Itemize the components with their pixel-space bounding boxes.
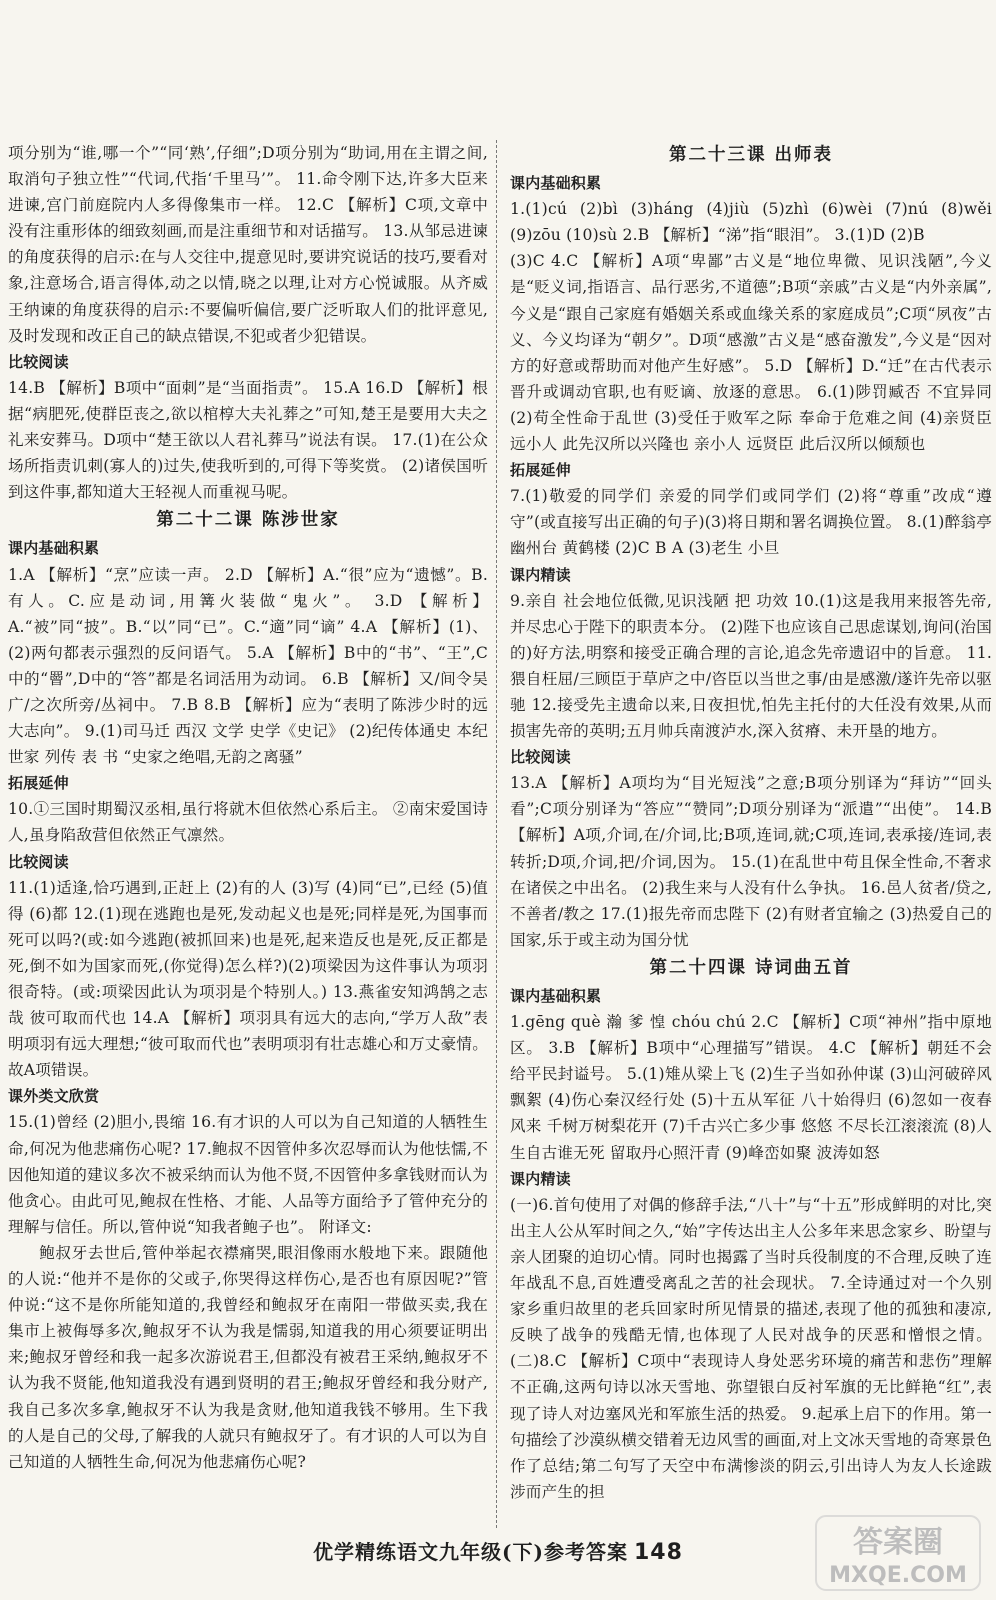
lesson-title: 第二十三课 出师表 [668, 145, 834, 165]
section-heading: 拓展延伸 [8, 774, 69, 793]
lesson-title: 第二十二课 陈涉世家 [156, 510, 340, 531]
section-heading: 课外类文欣赏 [8, 1087, 100, 1106]
watermark-top: 答案圈 [853, 1525, 943, 1560]
right-column [510, 140, 992, 1505]
watermark-logo [814, 1510, 982, 1594]
section-heading: 课内基础积累 [510, 174, 602, 193]
answer-paragraph: 项分别为“谁,哪一个”“同‘熟’,仔细”;D项分别为“助词,用在主谓之间,取消句子独立性”“代词,代指‘千里马’”。 11.命令刚下达,许多大臣来进谏,宫门前庭院内人多得像集市一样。 12.C 【解析】C项,文章中没有注重形体的细致刻画,而是注重细节和对话描写。 13.从邹忌进谏的角度获得的启示:在与人交往中,提意见时,要讲究说话的技巧,要看对象,注意场合,语言得体,动之以情,晓之以理,让对方心悦诚服。从齐威王纳谏的角度获得的启示:不要偏听偏信,要广泛听取人们的批评意见,及时发现和改正自己的缺点错误,不犯或者少犯错误。 [8, 144, 488, 345]
left-column [8, 140, 488, 1475]
answer-paragraph: 14.B 【解析】B项中“面刺”是“当面指责”。 15.A 16.D 【解析】根据“病肥死,使群臣丧之,欲以棺椁大夫礼葬之”可知,楚王是要用大夫之礼来安葬马。D项中“楚王欲以人君礼葬马”说法有误。 17.(1)在公众场所指责讥刺(寡人的)过失,使我听到的,可得下等奖赏。 (2)诸侯国听到这件事,都知道大王轻视人而重视马呢。 [8, 378, 488, 502]
page-number: 148 [634, 1540, 683, 1565]
section-heading: 拓展延伸 [510, 461, 571, 480]
section-heading: 课内精读 [510, 565, 571, 584]
section-heading: 课内基础积累 [8, 539, 100, 558]
section-heading: 课内基础积累 [510, 987, 602, 1005]
answer-paragraph: (一)6.首句使用了对偶的修辞手法,“八十”与“十五”形成鲜明的对比,突出主人公从军时间之久,“始”字传达出主人公多年来思念家乡、盼望与亲人团聚的迫切心情。同时也揭露了当时兵役制度的不合理,反映了连年战乱不息,百姓遭受离乱之苦的社会现状。 7.全诗通过对一个久别家乡重归故里的老兵回家时所见情景的描述,表现了他的孤独和凄凉,反映了战争的残酷无情,也体现了人民对战争的厌恶和憎恨之情。 (二)8.C 【解析】C项中“表现诗人身处恶劣环境的痛苦和悲伤”理解不正确,这两句诗以冰天雪地、弥望银白反衬军旗的无比鲜艳“红”,表现了诗人对边塞风光和军旅生活的热爱。 9.起承上启下的作用。第一句描绘了沙漠纵横交错着无边风雪的画面,对上文冰天雪地的奇寒景色作了总结;第二句写了天空中布满惨淡的阴云,引出诗人为友人长途跋涉而产生的担 [510, 1195, 992, 1501]
watermark-bottom: MXQE.COM [829, 1563, 967, 1588]
answer-paragraph: 1.gēng què 瀚 爹 惶 chóu chú 2.C 【解析】C项“神州”指中原地区。 3.B 【解析】B项中“心理描写”错误。 4.C 【解析】朝廷不会给平民封谥号。 5.(1)雉从梁上飞 (2)生子当如孙仲谋 (3)山河破碎风飘絮 (4)伤心秦汉经行处 (5)十五从军征 八十始得归 (6)忽如一夜春风来 千树万树梨花开 (7)千古兴亡多少事 悠悠 不尽长江滚滚流 (8)人生自古谁无死 留取丹心照汗青 (9)峰峦如聚 波涛如怒 [510, 1013, 992, 1162]
section-heading: 比较阅读 [8, 352, 69, 371]
section-heading: 课内精读 [510, 1169, 571, 1188]
answer-paragraph: 鲍叔牙去世后,管仲举起衣襟痛哭,眼泪像雨水般地下来。跟随他的人说:“他并不是你的父或子,你哭得这样伤心,是否也有原因呢?”管仲说:“这不是你所能知道的,我曾经和鲍叔牙在南阳一带做买卖,我在集市上被侮辱多次,鲍叔牙不认为我是懦弱,知道我的用心须要证明出来;鲍叔牙曾经和我一起多次游说君王,但都没有被君王采纳,鲍叔牙不认为我不贤能,他知道我没有遇到贤明的君王;鲍叔牙曾经和我分财产,我自己多次多拿,鲍叔牙不认为我是贪财,他知道我钱不够用。生下我的人是自己的父母,了解我的人就只有鲍叔牙了。有才识的人可以为自己知道的人牺牲生命,何况为他悲痛伤心呢? [8, 1243, 488, 1471]
column-divider [496, 140, 498, 1528]
answer-paragraph: 9.亲自 社会地位低微,见识浅陋 把 功效 10.(1)这是我用来报答先帝,并尽忠心于陛下的职责本分。 (2)陛下也应该自己思虑谋划,询问(治国的)好方法,明察和接受正确合理的言论,追念先帝遗诏中的旨意。 11.猥自枉屈/三顾臣于草庐之中/咨臣以当世之事/由是感激/遂许先帝以驱驰 12.接受先主遗命以来,日夜担忧,怕先主托付的大任没有效果,从而损害先帝的英明;五月帅兵南渡泸水,深入贫瘠、未开垦的地方。 [510, 591, 992, 741]
answer-paragraph: 1.(1)cú (2)bì (3)háng (4)jiù (5)zhì (6)wèi (7)nú (8)wěi (9)zōu (10)sù 2.B 【解析】“涕”指“眼泪”。 3.(1)D (2)B [510, 200, 992, 245]
answer-paragraph: 10.①三国时期蜀汉丞相,虽行将就木但依然心系后主。 ②南宋爱国诗人,虽身陷敌营但依然正气凛然。 [8, 800, 488, 845]
section-heading: 比较阅读 [8, 852, 69, 871]
answer-paragraph: 11.(1)适逢,恰巧遇到,正赶上 (2)有的人 (3)写 (4)同“已”,已经 (5)值得 (6)都 12.(1)现在逃跑也是死,发动起义也是死;同样是死,为国事而死可以吗?(或:如今逃跑(被抓回来)也是死,起来造反也是死,反正都是死,倒不如为国家而死,(你觉得)怎么样?)(2)项梁因为这件事认为项羽很奇特。(或:项梁因此认为项羽是个特别人。) 13.燕雀安知鸿鹄之志哉 彼可取而代也 14.A 【解析】项羽具有远大的志向,“学万人敌”表明项羽有远大理想;“彼可取而代也”表明项羽有壮志雄心和万丈豪情。故A项错误。 [8, 878, 488, 1080]
answer-paragraph: (3)C 4.C 【解析】A项“卑鄙”古义是“地位卑微、见识浅陋”,今义是“贬义词,指语言、品行恶劣,不道德”;B项“亲戚”古义是“内外亲属”,今义是“跟自己家庭有婚姻关系或血缘关系的家庭成员”;C项“夙夜”古义、今义均译为“朝夕”。D项“感激”古义是“感奋激发”,今义是“因对方的好意或帮助而对他产生好感”。 5.D 【解析】D.“迁”在古代表示晋升或调动官职,也有贬谪、放逐的意思。 6.(1)陟罚臧否 不宜异同 (2)苟全性命于乱世 (3)受任于败军之际 奉命于危难之间 (4)亲贤臣 远小人 此先汉所以兴隆也 亲小人 远贤臣 此后汉所以倾颓也 [510, 252, 992, 454]
lesson-title: 第二十四课 诗词曲五首 [649, 957, 853, 978]
footer-title: 优学精练语文九年级(下)参考答案 [313, 1540, 628, 1564]
answer-paragraph: 1.A 【解析】“烹”应读一声。 2.D 【解析】A.“很”应为“遗憾”。B.有人。C.应是动词,用篝火装做“鬼火”。 3.D 【解析】A.“被”同“披”。B.“以”同“已”。C.“適”同“谪” 4.A 【解析】(1)、(2)两句都表示强烈的反问语气。 5.A 【解析】B中的“书”、“王”,C中的“罾”,D中的“答”都是名词活用为动词。 6.B 【解析】又/间令吴广/之次所旁/丛祠中。 7.B 8.B 【解析】应为“表明了陈涉少时的远大志向”。 9.(1)司马迁 西汉 文学 史学《史记》 (2)纪传体通史 本纪 世家 列传 表 书 “史家之绝唱,无韵之离骚” [8, 565, 488, 767]
section-heading: 比较阅读 [510, 748, 571, 767]
answer-paragraph: 13.A 【解析】A项均为“目光短浅”之意;B项分别译为“拜访”“回头看”;C项分别译为“答应”“赞同”;D项分别译为“派遣”“出使”。 14.B 【解析】A项,介词,在/介词,比;B项,连词,就;C项,连词,表承接/连词,表转折;D项,介词,把/介词,因为。 15.(1)在乱世中苟且保全性命,不奢求在诸侯之中出名。 (2)我生来与人没有什么争执。 16.邑人贫者/贷之,不善者/教之 17.(1)报先帝而忠陛下 (2)有财者宜输之 (3)热爱自己的国家,乐于或主动为国分忧 [510, 774, 992, 949]
answer-paragraph: 7.(1)敬爱的同学们 亲爱的同学们或同学们 (2)将“尊重”改成“遵守”(或直接写出正确的句子)(3)将日期和署名调换位置。 8.(1)醉翁亭 幽州台 黄鹤楼 (2)C B A (3)老生 小旦 [510, 487, 992, 558]
answer-paragraph: 15.(1)曾经 (2)胆小,畏缩 16.有才识的人可以为自己知道的人牺牲生命,何况为他悲痛伤心呢? 17.鲍叔不因管仲多次忍辱而认为他怯懦,不因他知道的建议多次不被采纳而认为他不贤,不因管仲多拿钱财而认为他贪心。由此可见,鲍叔在性格、才能、人品等方面给予了管仲充分的理解与信任。所以,管仲说“知我者鲍子也”。 附译文: [8, 1113, 488, 1236]
